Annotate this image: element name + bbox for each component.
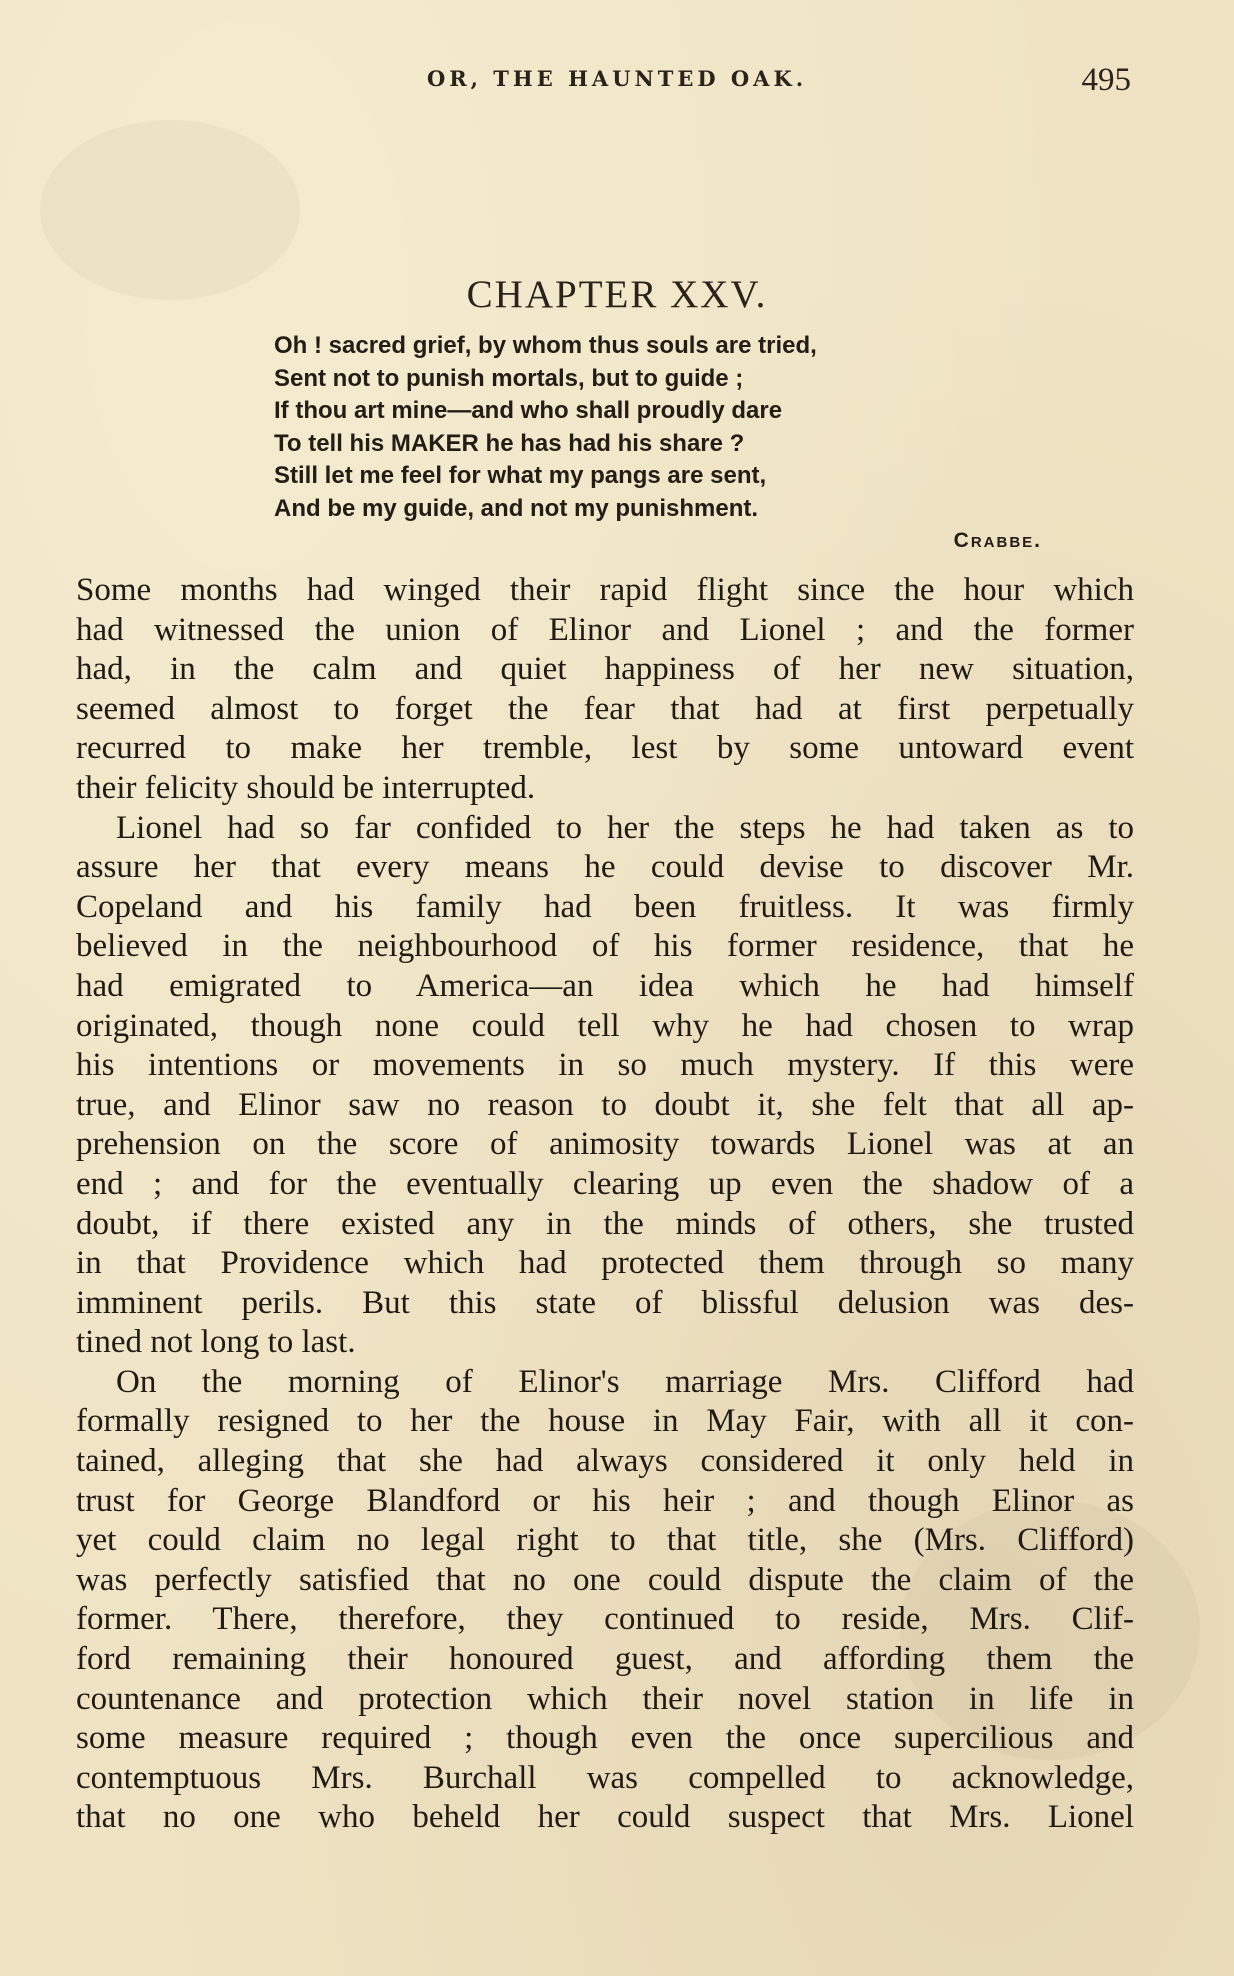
text-line: Some months had winged their rapid flight since the hour which <box>76 572 1134 608</box>
text-line: tained, alleging that she had always considered it only held in <box>76 1443 1134 1480</box>
text-line: had emigrated to America—an idea which he had himself <box>76 967 1134 1004</box>
text-line: had witnessed the union of Elinor and Lionel ; and the former <box>76 611 1134 648</box>
paragraph <box>76 809 1134 1363</box>
text-line: former. There, therefore, they continued to reside, Mrs. Clif- <box>76 1601 1134 1638</box>
paragraph <box>76 1363 1134 1838</box>
text-line: trust for George Blandford or his heir ; and though Elinor as <box>76 1482 1134 1519</box>
text-line: some measure required ; though even the once supercilious and <box>76 1720 1134 1757</box>
text-line: doubt, if there existed any in the minds of others, she trusted <box>76 1205 1134 1242</box>
chapter-title: CHAPTER XXV. <box>466 273 768 316</box>
text-line: yet could claim no legal right to that title, she (Mrs. Clifford) <box>76 1522 1134 1559</box>
epigraph-line: To tell his MAKER he has had his share ? <box>274 429 745 457</box>
text-line: end ; and for the eventually clearing up even the shadow of a <box>76 1165 1134 1202</box>
body-text <box>76 571 1134 1838</box>
text-line: prehension on the score of animosity towards Lionel was at an <box>76 1126 1134 1163</box>
text-line: contemptuous Mrs. Burchall was compelled to acknowledge, <box>76 1759 1134 1796</box>
epigraph-line: Still let me feel for what my pangs are sent, <box>274 462 767 490</box>
text-line: had, in the calm and quiet happiness of her new situation, <box>76 651 1134 688</box>
text-line: tined not long to last. <box>76 1324 356 1361</box>
text-line: countenance and protection which their novel station in life in <box>76 1680 1134 1717</box>
text-line: imminent perils. But this state of blissful delusion was des- <box>76 1284 1134 1321</box>
text-line: Copeland and his family had been fruitless. It was firmly <box>76 888 1134 925</box>
epigraph-line: Oh ! sacred grief, by whom thus souls are tried, <box>274 332 817 359</box>
text-line: in that Providence which had protected them through so many <box>76 1245 1134 1282</box>
paragraph <box>76 571 1134 809</box>
text-line: ford remaining their honoured guest, and affording them the <box>76 1641 1134 1678</box>
text-line: true, and Elinor saw no reason to doubt it, she felt that all ap- <box>76 1086 1134 1123</box>
text-line: originated, though none could tell why he had chosen to wrap <box>76 1007 1134 1044</box>
text-line: formally resigned to her the house in May Fair, with all it con- <box>76 1403 1134 1440</box>
epigraph-line: If thou art mine—and who shall proudly dare <box>274 397 783 425</box>
text-line: believed in the neighbourhood of his former residence, that he <box>76 928 1134 965</box>
text-line: their felicity should be interrupted. <box>76 769 536 806</box>
epigraph <box>274 330 1054 526</box>
running-head <box>0 62 1234 106</box>
epigraph-attribution: Crabbe. <box>953 529 1042 552</box>
text-line: that no one who beheld her could suspect that Mrs. Lionel <box>76 1799 1134 1836</box>
text-line: recurred to make her tremble, lest by some untoward event <box>76 730 1134 767</box>
text-line: seemed almost to forget the fear that had at first perpetually <box>76 690 1134 727</box>
epigraph-line: And be my guide, and not my punishment. <box>274 494 759 522</box>
text-line: his intentions or movements in so much mystery. If this were <box>76 1047 1134 1084</box>
running-head-title: OR, THE HAUNTED OAK. <box>426 66 808 91</box>
epigraph-line: Sent not to punish mortals, but to guide ; <box>274 364 744 392</box>
page-number: 495 <box>1081 62 1131 98</box>
text-line: Lionel had so far confided to her the steps he had taken as to <box>116 809 1134 846</box>
text-line: On the morning of Elinor's marriage Mrs. Clifford had <box>116 1363 1134 1400</box>
text-line: was perfectly satisfied that no one could dispute the claim of the <box>76 1561 1134 1598</box>
text-line: assure her that every means he could devise to discover Mr. <box>76 849 1134 886</box>
